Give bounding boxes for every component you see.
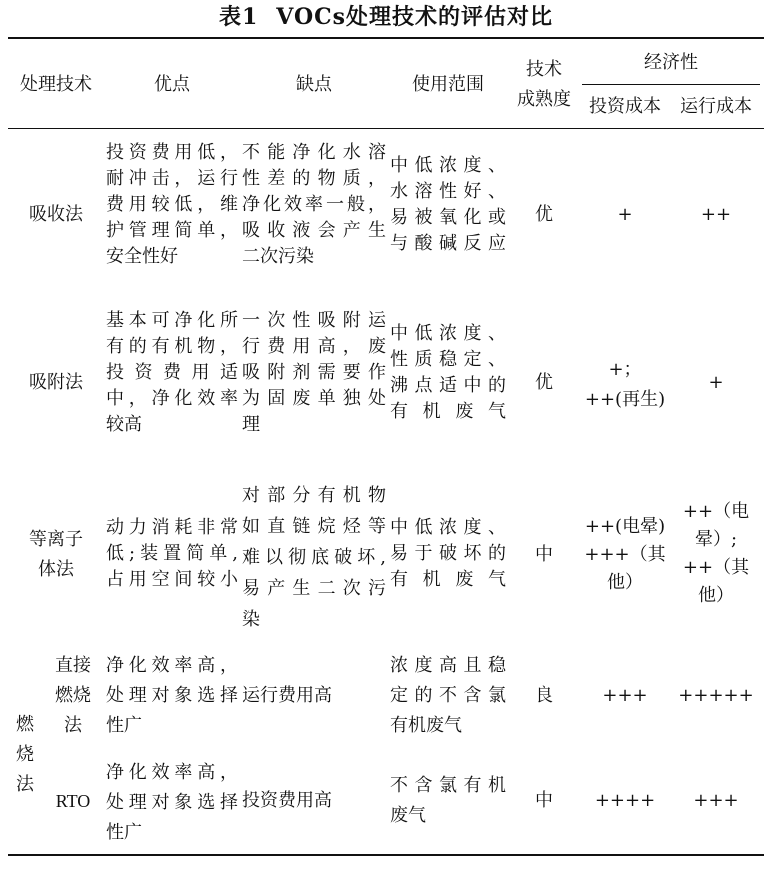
row2-adv-line5: 较高 <box>106 414 142 435</box>
row3-adv-line1: 动力消耗非常 <box>106 517 238 538</box>
row4-technique <box>42 648 104 744</box>
row4-disadvantages: 运行费用高 <box>242 685 332 706</box>
header-economy: 经济性 <box>644 52 698 73</box>
row4-scope-line1: 浓度高且稳 <box>390 655 506 676</box>
combustion-group-label <box>8 700 42 810</box>
header-maturity <box>508 50 580 120</box>
row1-invest: + <box>617 204 633 225</box>
row5-adv-line1: 净化效率高， <box>106 762 238 783</box>
row1-scope-line3: 易被氧化或 <box>390 207 506 228</box>
row1-advantages <box>104 140 240 270</box>
row2-adv-line2: 有的有机物， <box>106 336 238 357</box>
row3-operate-line3: ++（其 <box>682 557 750 578</box>
row5-disadvantages: 投资费用高 <box>242 790 332 811</box>
row1-adv-line5: 安全性好 <box>106 246 178 267</box>
row5-technique: RTO <box>55 791 91 811</box>
row5-advantages <box>104 758 240 848</box>
row4-adv-line3: 性广 <box>106 715 142 736</box>
row5-invest: ++++ <box>594 790 656 811</box>
row2-dis-line3: 吸附剂需要作 <box>242 362 386 383</box>
row3-dis-line2: 如直链烷烃等 <box>242 516 386 537</box>
row2-invest <box>580 340 670 430</box>
row4-adv-line2: 处理对象选择 <box>106 685 238 706</box>
row3-advantages <box>104 515 240 593</box>
economy-subrule <box>582 84 760 85</box>
top-rule <box>8 37 764 39</box>
row5-scope-line2: 废气 <box>390 805 426 826</box>
row5-adv-line3: 性广 <box>106 822 142 843</box>
row2-dis-line5: 理 <box>242 414 260 435</box>
row5-adv-line2: 处理对象选择 <box>106 792 238 813</box>
row1-adv-line4: 护管理简单， <box>106 220 238 241</box>
header-maturity-line2: 成熟度 <box>517 89 571 110</box>
row1-scope <box>388 153 508 257</box>
row1-dis-line4: 吸收液会产生 <box>242 220 386 241</box>
table-title <box>0 2 772 32</box>
row4-operate: +++++ <box>678 685 754 706</box>
row1-adv-line2: 耐冲击，运行 <box>106 168 238 189</box>
row1-dis-line5: 二次污染 <box>242 246 314 267</box>
row3-scope-line1: 中低浓度、 <box>390 517 506 538</box>
row3-invest-line3: 他） <box>607 572 643 593</box>
row2-scope-line2: 性质稳定、 <box>390 349 506 370</box>
row3-disadvantages <box>240 480 388 635</box>
header-advantages: 优点 <box>154 74 190 95</box>
row3-maturity: 中 <box>535 544 553 565</box>
row1-scope-line1: 中低浓度、 <box>390 155 506 176</box>
row3-technique <box>8 505 104 605</box>
row2-technique: 吸附法 <box>29 372 83 393</box>
row1-technique: 吸收法 <box>29 204 83 225</box>
header-rule <box>8 128 764 129</box>
row4-scope-line2: 定的不含氯 <box>390 685 506 706</box>
combustion-group-char2: 烧 <box>16 744 34 765</box>
row1-dis-line1: 不能净化水溶 <box>242 142 386 163</box>
row5-maturity: 中 <box>535 790 553 811</box>
row4-adv-line1: 净化效率高， <box>106 655 238 676</box>
row3-scope <box>388 515 508 593</box>
row5-scope-line1: 不含氯有机 <box>390 775 506 796</box>
row3-technique-line1: 等离子 <box>29 529 83 550</box>
row4-scope-line3: 有机废气 <box>390 715 462 736</box>
row4-maturity: 良 <box>535 685 553 706</box>
table-title-text: VOCs处理技术的评估对比 <box>276 4 554 30</box>
row3-invest <box>580 510 670 600</box>
row2-maturity: 优 <box>535 372 553 393</box>
row2-adv-line4: 中，净化效率 <box>106 388 238 409</box>
row2-scope-line1: 中低浓度、 <box>390 323 506 344</box>
row3-operate <box>670 495 762 613</box>
row1-dis-line2: 性差的物质， <box>242 168 386 189</box>
row1-adv-line3: 费用较低，维 <box>106 194 238 215</box>
header-disadvantages: 缺点 <box>296 74 332 95</box>
header-invest: 投资成本 <box>589 96 661 117</box>
row3-technique-line2: 体法 <box>38 559 74 580</box>
row2-advantages <box>104 308 240 438</box>
header-scope: 使用范围 <box>412 74 484 95</box>
row2-invest-line1: +； <box>608 359 642 380</box>
row3-dis-line1: 对部分有机物 <box>242 485 386 506</box>
row3-operate-line1: ++（电 <box>682 501 750 522</box>
row5-scope <box>388 771 508 831</box>
row2-dis-line4: 为固废单独处 <box>242 388 386 409</box>
combustion-group-char1: 燃 <box>16 714 34 735</box>
row1-disadvantages <box>240 140 388 270</box>
row3-adv-line3: 占用空间较小 <box>106 569 238 590</box>
row2-operate: + <box>708 372 724 393</box>
row2-scope-line4: 有机废气 <box>390 401 506 422</box>
row1-operate: ++ <box>700 204 732 225</box>
table-number: 表1 <box>218 4 259 30</box>
row3-operate-line4: 他） <box>698 585 734 606</box>
row3-operate-line2: 晕）; <box>694 529 738 550</box>
combustion-group-char3: 法 <box>16 774 34 795</box>
row4-advantages <box>104 651 240 741</box>
row3-invest-line2: +++（其 <box>584 544 666 565</box>
row4-technique-line2: 燃烧 <box>55 685 91 706</box>
row3-scope-line3: 有机废气 <box>390 569 506 590</box>
header-maturity-line1: 技术 <box>526 59 562 80</box>
row2-dis-line1: 一次性吸附运 <box>242 310 386 331</box>
row3-adv-line2: 低;装置简单, <box>106 543 238 564</box>
row1-scope-line4: 与酸碱反应 <box>390 233 506 254</box>
row3-scope-line2: 易于破坏的 <box>390 543 506 564</box>
row3-dis-line4: 易产生二次污 <box>242 578 386 599</box>
row4-technique-line1: 直接 <box>55 655 91 676</box>
row2-scope <box>388 321 508 425</box>
row1-dis-line3: 净化效率一般， <box>242 194 386 215</box>
row1-scope-line2: 水溶性好、 <box>390 181 506 202</box>
row4-invest: +++ <box>602 685 648 706</box>
row2-disadvantages <box>240 308 388 438</box>
row2-invest-line2: ++(再生) <box>584 389 666 410</box>
row3-dis-line3: 难以彻底破坏, <box>242 547 386 568</box>
row5-operate: +++ <box>693 790 739 811</box>
row2-adv-line1: 基本可净化所 <box>106 310 238 331</box>
row1-adv-line1: 投资费用低， <box>106 142 238 163</box>
row4-technique-line3: 法 <box>64 715 82 736</box>
row2-scope-line3: 沸点适中的 <box>390 375 506 396</box>
header-technique: 处理技术 <box>20 74 92 95</box>
header-operate: 运行成本 <box>680 96 752 117</box>
row1-maturity: 优 <box>535 204 553 225</box>
row4-scope <box>388 651 508 741</box>
row2-dis-line2: 行费用高，废 <box>242 336 386 357</box>
row3-invest-line1: ++(电晕) <box>584 516 666 537</box>
row2-adv-line3: 投资费用适 <box>106 362 238 383</box>
row3-dis-line5: 染 <box>242 609 260 630</box>
bottom-rule <box>8 854 764 856</box>
